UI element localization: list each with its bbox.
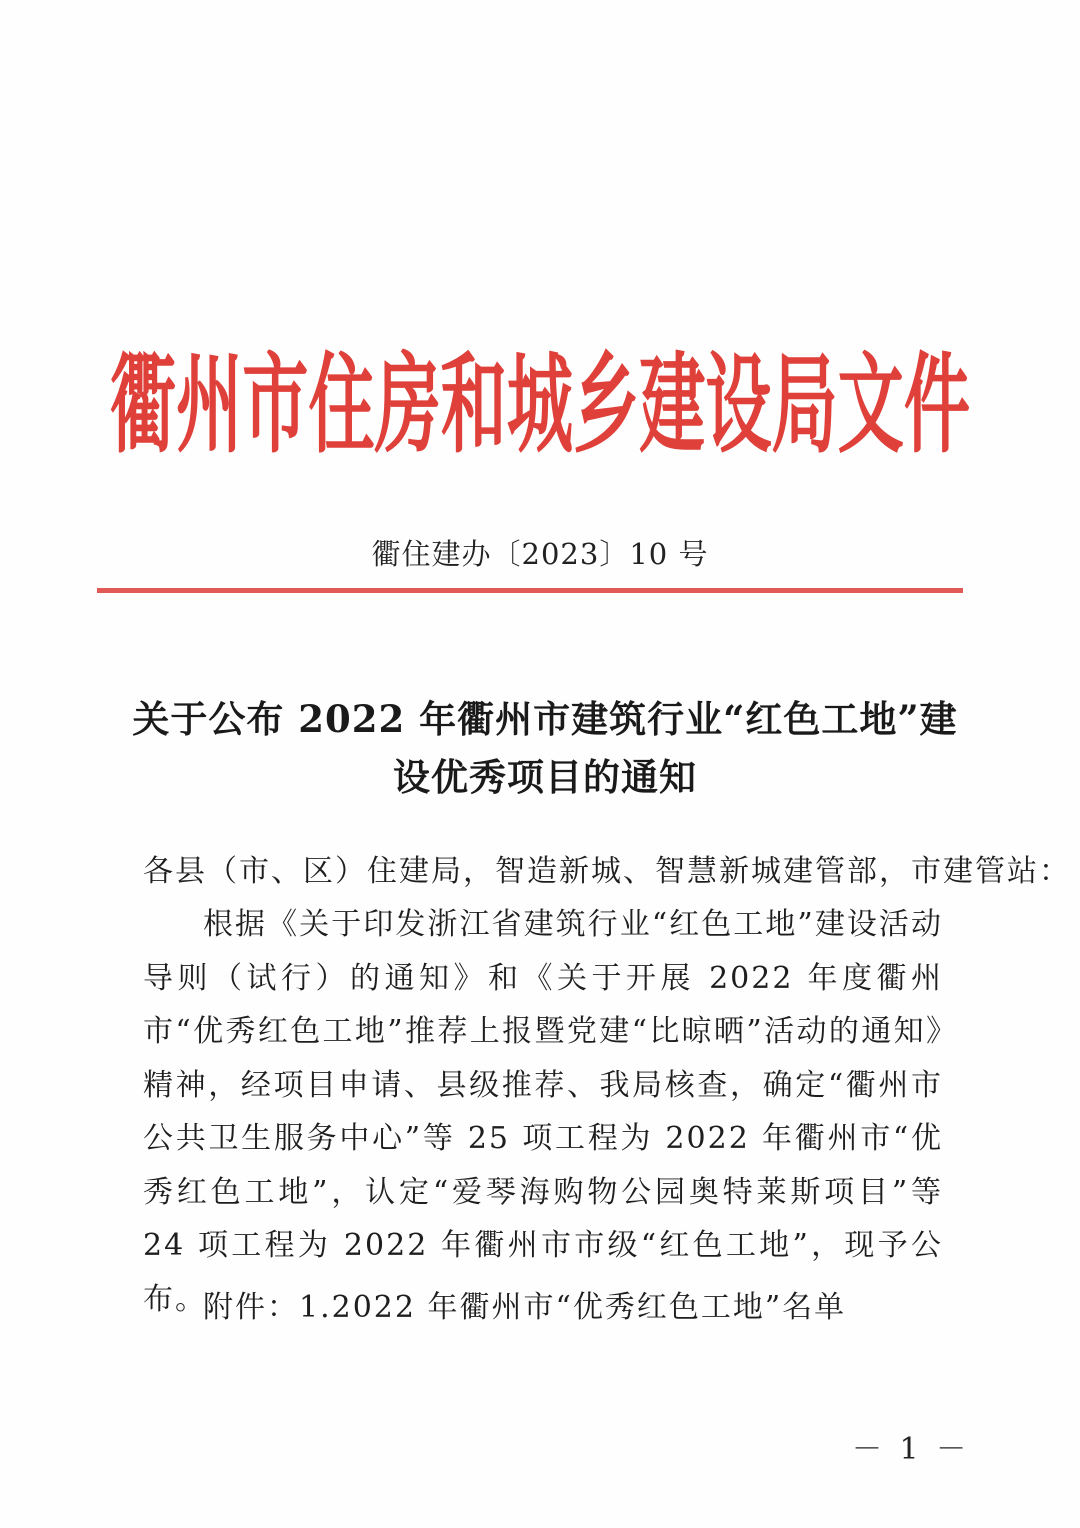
notice-title-line-2: 设优秀项目的通知: [393, 755, 697, 799]
document-number: 衢住建办〔2023〕10 号: [371, 537, 709, 571]
org-header-text: 衢州市住房和城乡建设局文件: [110, 343, 970, 468]
attachment-line: 附件：1.2022 年衢州市“优秀红色工地”名单: [203, 1290, 847, 1325]
page-number: － 1 －: [852, 1432, 971, 1467]
red-divider-line: [97, 588, 963, 593]
notice-title-line-1: 关于公布 2022 年衢州市建筑行业“红色工地”建: [132, 697, 958, 741]
body-paragraph: 根据《关于印发浙江省建筑行业“红色工地”建设活动导则（试行）的通知》和《关于开展 2022 年度衢州市“优秀红色工地”推荐上报暨党建“比晾晒”活动的通知》精神，经项目申请、县级推荐、我局核查，确定“衢州市公共卫生服务中心”等 25 项工程为 2022 年衢州市“优秀红色工地”，认定“爱琴海购物公园奥特莱斯项目”等 24 项工程为 2022 年衢州市市级“红色工地”，现予公布。: [143, 907, 943, 1317]
notice-title: [130, 690, 960, 806]
salutation: 各县（市、区）住建局，智造新城、智慧新城建管部，市建管站：: [143, 854, 1071, 889]
org-header-svg: [100, 330, 980, 470]
org-header-title: [100, 330, 980, 470]
